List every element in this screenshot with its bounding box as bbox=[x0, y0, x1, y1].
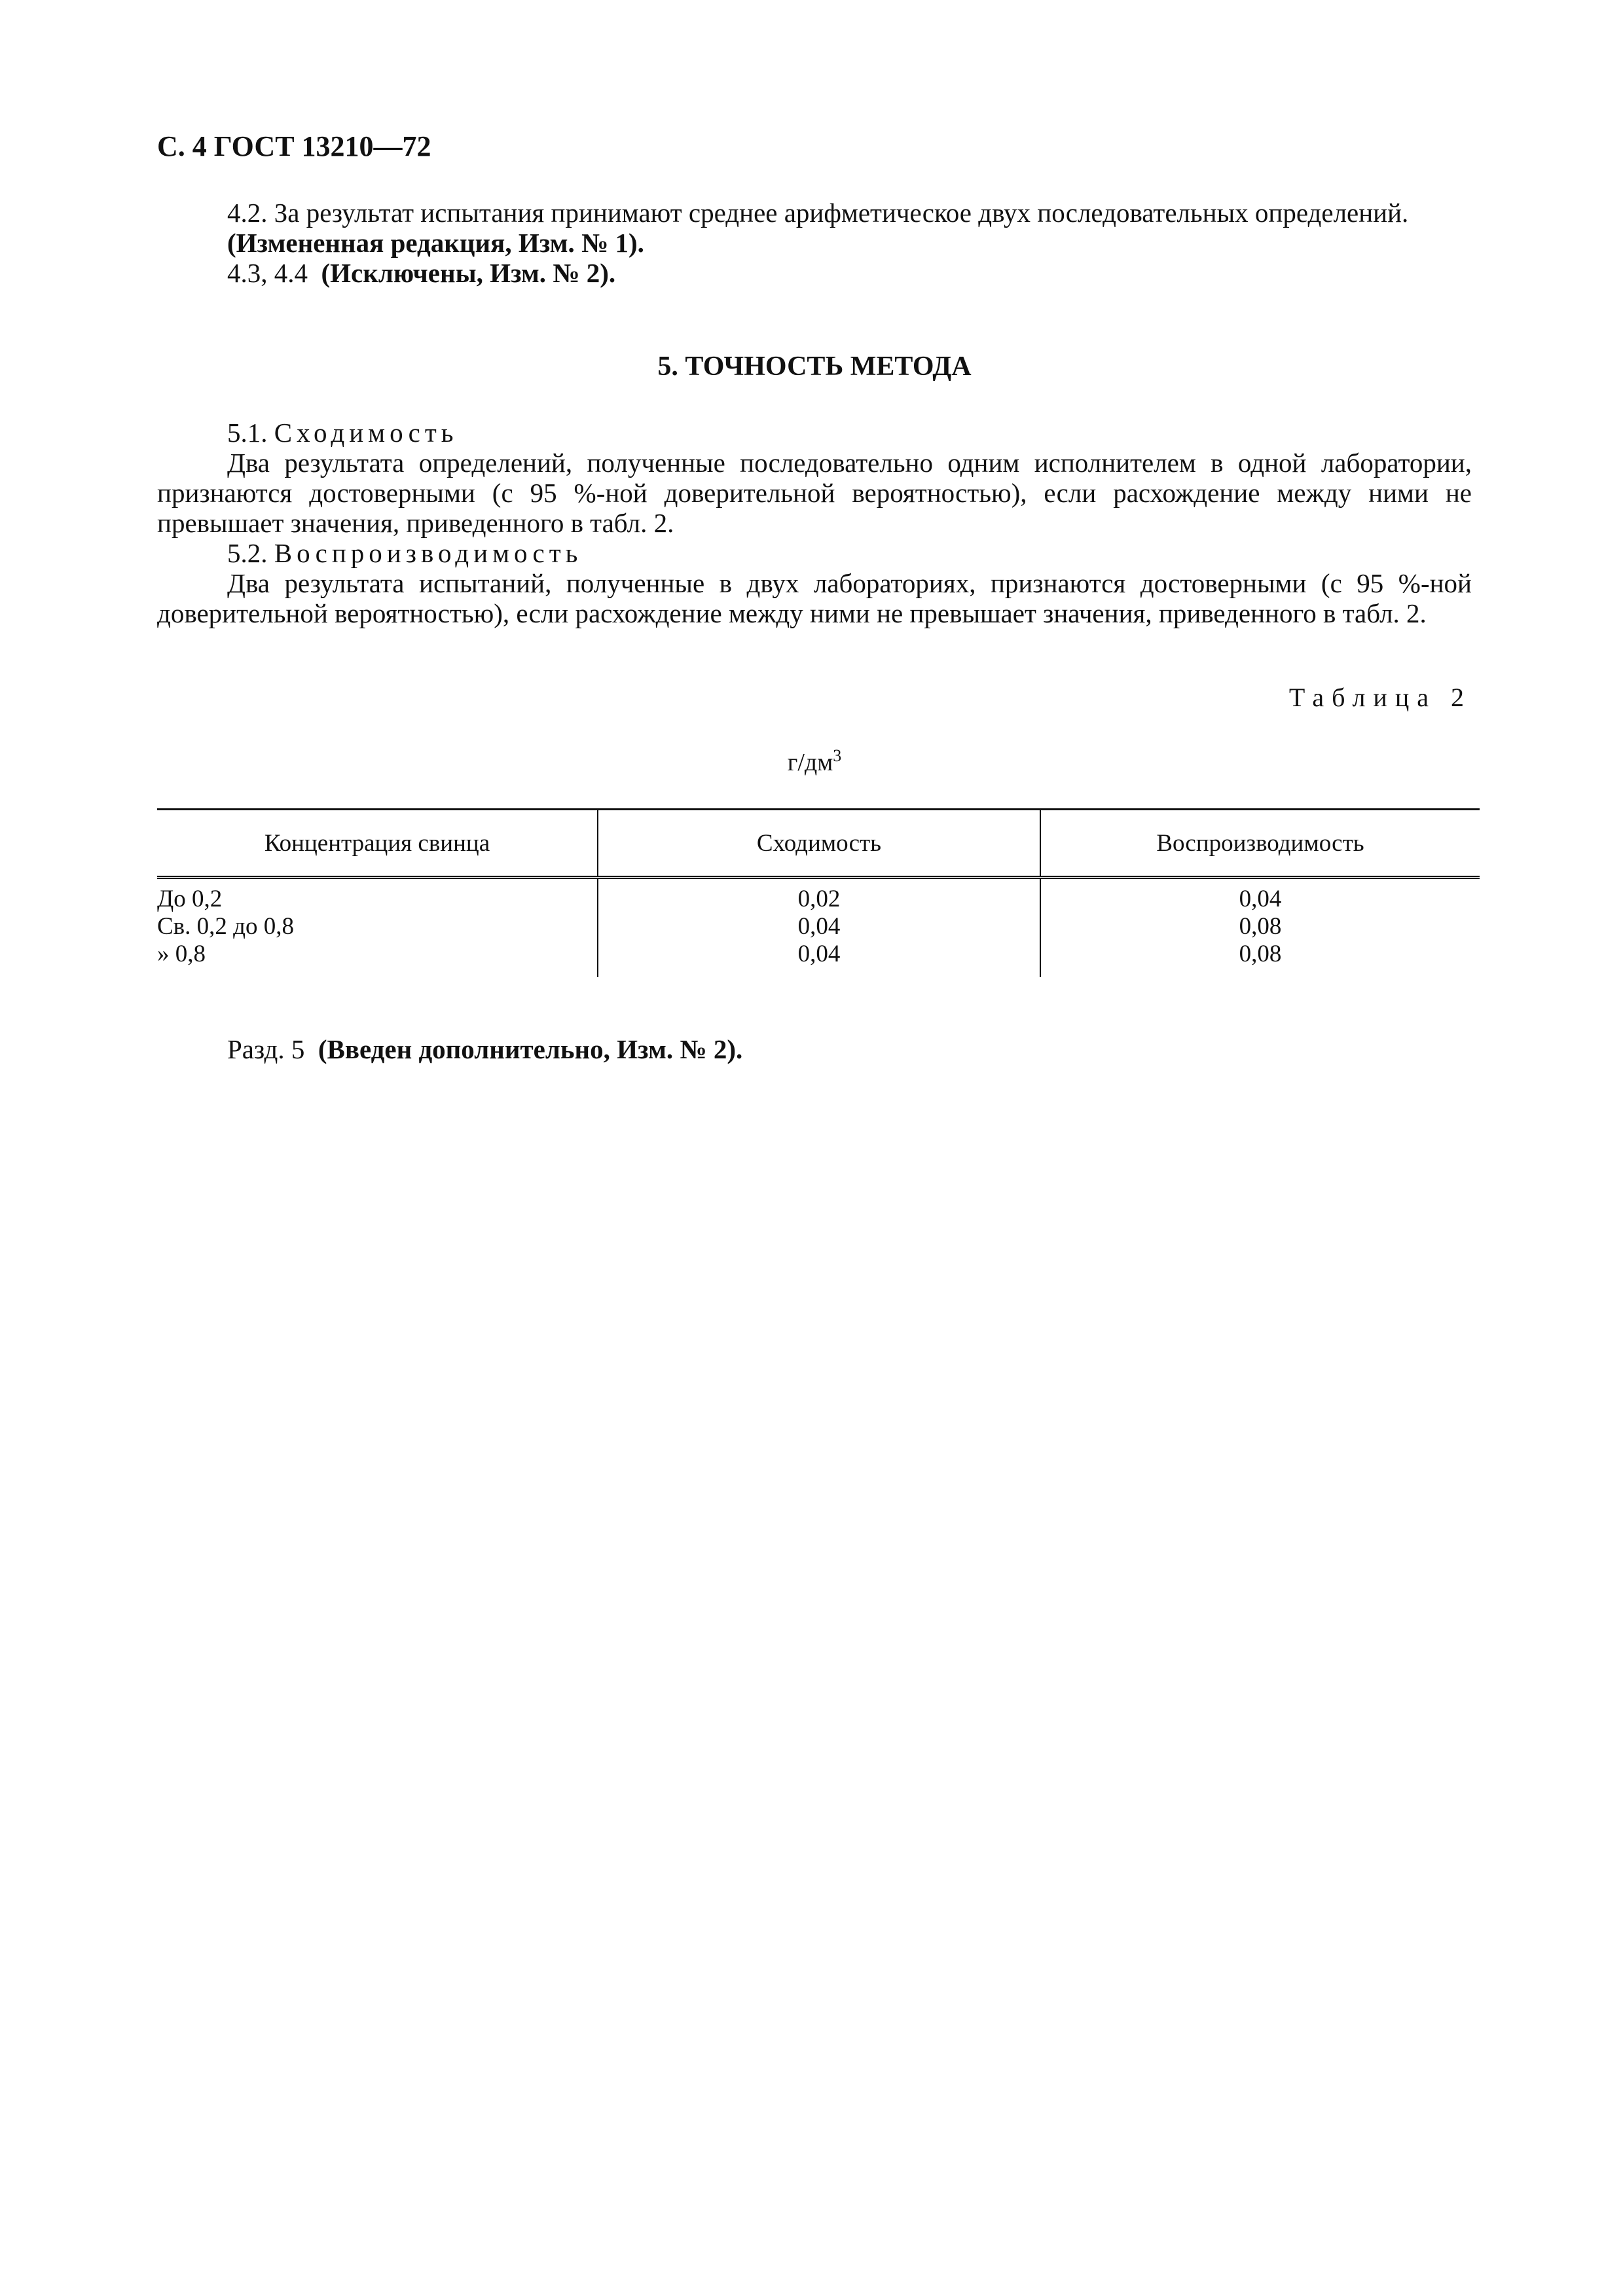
clause-title: Сходимость bbox=[274, 418, 458, 448]
footer-note-block bbox=[157, 1034, 1472, 1064]
section-4-block bbox=[157, 198, 1472, 288]
section-5-block bbox=[157, 418, 1472, 628]
clause-5-1-heading bbox=[157, 418, 1472, 448]
table-row bbox=[157, 913, 1480, 941]
cell-concentration: До 0,2 bbox=[157, 886, 223, 912]
cell-reproducibility: 0,04 bbox=[1040, 878, 1480, 914]
paragraph-4-2: 4.2. За результат испытания принимают среднее арифметическое двух последовательных определений. bbox=[227, 198, 1409, 228]
note-prefix: Разд. 5 bbox=[227, 1034, 305, 1064]
table-header-row bbox=[157, 810, 1480, 878]
units-superscript: 3 bbox=[833, 746, 842, 765]
table-caption: Таблица 2 bbox=[1288, 683, 1472, 712]
paragraph-5-1: Два результата определений, полученные последовательно одним исполнителем в одной лаборатории, признаются достоверными (с 95 %-ной доверительной вероятностью), если расхождение между ними не превышает значения, приведенного в табл. 2. bbox=[157, 448, 1472, 538]
cell-concentration: Св. 0,2 до 0,8 bbox=[157, 913, 294, 940]
table-row bbox=[157, 878, 1480, 914]
amendment-note-4-3: (Исключены, Изм. № 2). bbox=[321, 258, 616, 288]
clause-title: Воспроизводимость bbox=[274, 538, 583, 568]
header-reproducibility: Воспроизводимость bbox=[1040, 810, 1480, 878]
section-5-title: 5. ТОЧНОСТЬ МЕТОДА bbox=[657, 351, 972, 382]
cell-repeatability: 0,04 bbox=[598, 913, 1040, 941]
clause-number: 4.3, 4.4 bbox=[227, 258, 308, 288]
note-text: (Введен дополнительно, Изм. № 2). bbox=[318, 1034, 743, 1064]
header-repeatability: Сходимость bbox=[598, 810, 1040, 878]
table-units bbox=[157, 746, 1472, 777]
cell-repeatability: 0,02 bbox=[598, 878, 1040, 914]
header-concentration: Концентрация свинца bbox=[157, 810, 598, 878]
cell-reproducibility: 0,08 bbox=[1040, 913, 1480, 941]
cell-repeatability: 0,04 bbox=[598, 941, 1040, 977]
cell-reproducibility: 0,08 bbox=[1040, 941, 1480, 977]
amendment-note-4-2: (Измененная редакция, Изм. № 1). bbox=[227, 228, 644, 258]
page-header: С. 4 ГОСТ 13210—72 bbox=[157, 130, 431, 162]
paragraph-5-2: Два результата испытаний, полученные в двух лабораториях, признаются достоверными (с 95 %-ной доверительной вероятностью), если расхождение между ними не превышает значения, приведенного в табл. 2. bbox=[157, 568, 1472, 628]
paragraph-4-3-4-4 bbox=[157, 258, 1472, 288]
table-row bbox=[157, 941, 1480, 977]
cell-concentration: » 0,8 bbox=[157, 941, 206, 967]
data-table bbox=[157, 808, 1480, 977]
section-amendment-note bbox=[157, 1034, 1472, 1064]
clause-5-2-heading bbox=[157, 538, 1472, 568]
clause-number: 5.1. bbox=[227, 418, 268, 448]
clause-number: 5.2. bbox=[227, 538, 268, 568]
units-text: г/дм bbox=[787, 749, 833, 776]
